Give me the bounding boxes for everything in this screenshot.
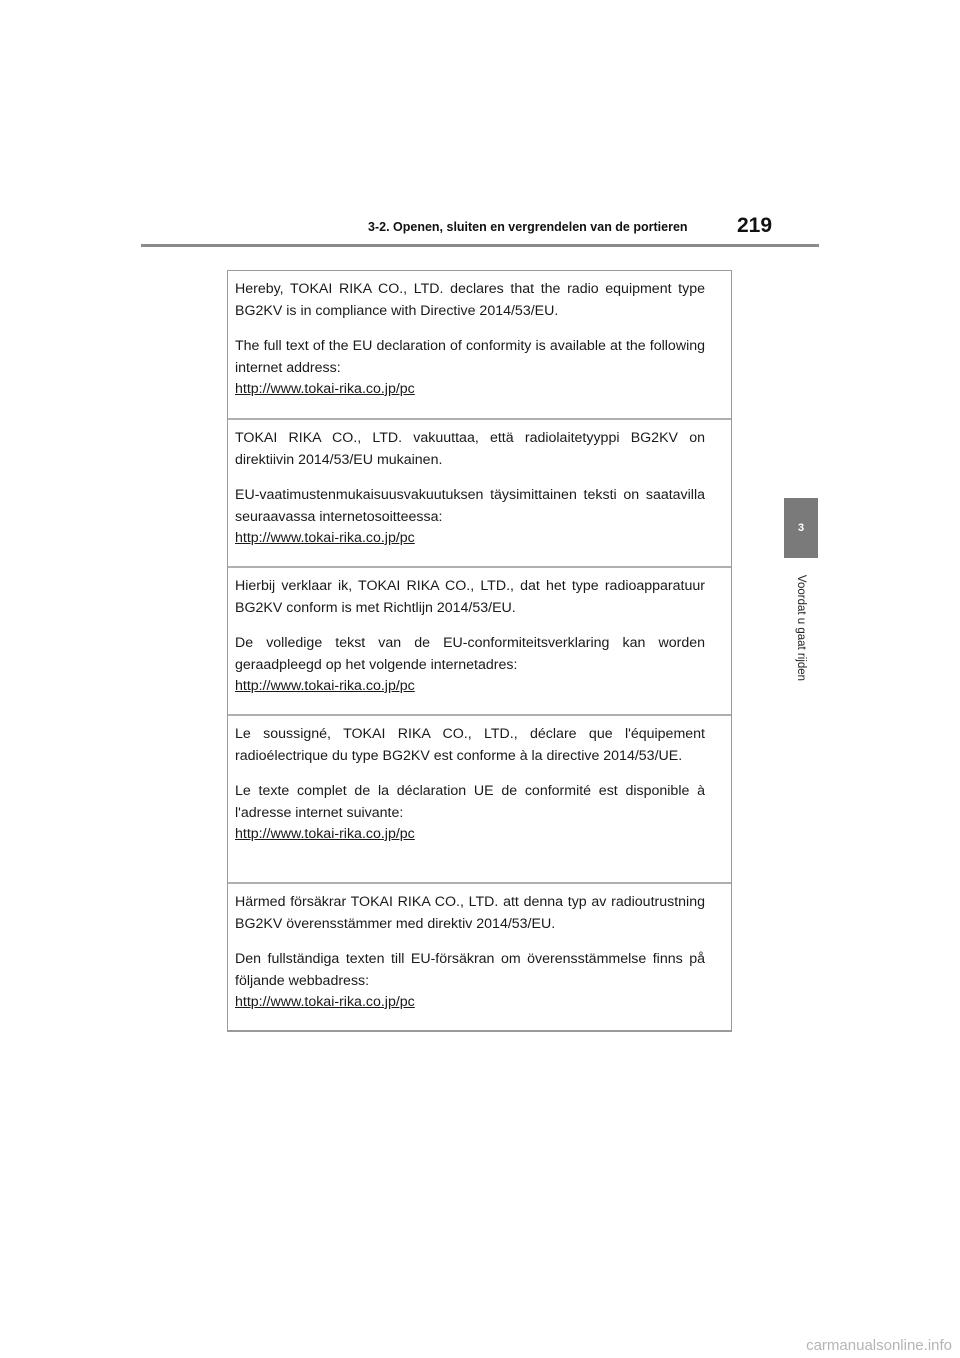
- chapter-label: Voordat u gaat rijden: [795, 574, 807, 682]
- declaration-text: Härmed försäkrar TOKAI RIKA CO., LTD. att denna typ av radioutrustning BG2KV överensstämmer med direktiv 2014/53/EU.: [235, 894, 705, 932]
- availability-text: EU-vaatimustenmukaisuusvakuutuksen täysimittainen teksti on saatavilla seuraavassa internetosoitteessa:: [235, 487, 705, 525]
- declaration-section-en: [228, 271, 731, 401]
- declaration-url-link[interactable]: http://www.tokai-rika.co.jp/pc: [235, 381, 415, 397]
- header-rule: [141, 244, 819, 247]
- page-number: 219: [737, 214, 773, 237]
- declaration-section-fr: [228, 714, 731, 846]
- declaration-text: Hierbij verklaar ik, TOKAI RIKA CO., LTD., dat het type radioapparatuur BG2KV conform is met Richtlijn 2014/53/EU.: [235, 578, 705, 616]
- declaration-text: Hereby, TOKAI RIKA CO., LTD. declares that the radio equipment type BG2KV is in compliance with Directive 2014/53/EU.: [235, 281, 705, 319]
- chapter-tab: 3: [784, 498, 818, 558]
- availability-text: Den fullständiga texten till EU-försäkran om överensstämmelse finns på följande webbadress:: [235, 951, 705, 989]
- declaration-section-fi: [228, 418, 731, 550]
- availability-text: De volledige tekst van de EU-conformiteitsverklaring kan worden geraadpleegd op het volgende internetadres:: [235, 635, 705, 673]
- page-header: [0, 0, 960, 250]
- site-watermark: carmanualsonline.info: [806, 1337, 952, 1354]
- availability-text: The full text of the EU declaration of conformity is available at the following internet address:: [235, 338, 705, 376]
- declaration-url-link[interactable]: http://www.tokai-rika.co.jp/pc: [235, 678, 415, 694]
- conformity-notice-box: [227, 270, 732, 1032]
- declaration-url-link[interactable]: http://www.tokai-rika.co.jp/pc: [235, 994, 415, 1010]
- declaration-text: TOKAI RIKA CO., LTD. vakuuttaa, että radiolaitetyyppi BG2KV on direktiivin 2014/53/EU mukainen.: [235, 430, 705, 468]
- declaration-url-link[interactable]: http://www.tokai-rika.co.jp/pc: [235, 530, 415, 546]
- availability-text: Le texte complet de la déclaration UE de conformité est disponible à l'adresse internet suivante:: [235, 783, 705, 821]
- declaration-url-link[interactable]: http://www.tokai-rika.co.jp/pc: [235, 826, 415, 842]
- declaration-section-nl: [228, 566, 731, 698]
- declaration-section-sv: [228, 882, 731, 1014]
- declaration-text: Le soussigné, TOKAI RIKA CO., LTD., déclare que l'équipement radioélectrique du type BG2KV est conforme à la directive 2014/53/UE.: [235, 726, 705, 764]
- section-title: 3-2. Openen, sluiten en vergrendelen van de portieren: [368, 220, 688, 234]
